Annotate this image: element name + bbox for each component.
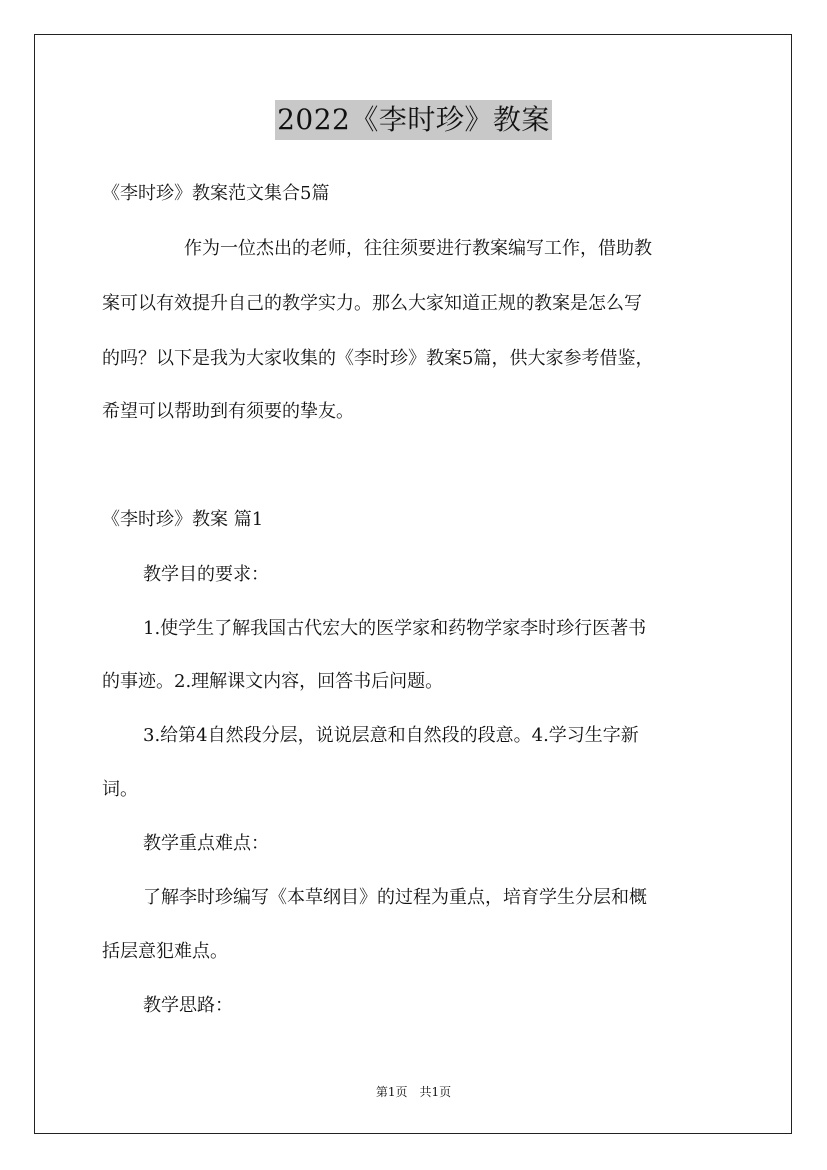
section-heading: 《李时珍》教案 篇1 bbox=[102, 509, 264, 530]
body-line-9: 教学思路： bbox=[143, 995, 233, 1016]
body-line-4: 3.给第4自然段分层，说说层意和自然段的段意。4.学习生字新 bbox=[143, 725, 639, 746]
intro-line-3: 的吗？以下是我为大家收集的《李时珍》教案5篇，供大家参考借鉴， bbox=[102, 348, 654, 369]
body-line-8: 括层意犯难点。 bbox=[102, 941, 228, 962]
document-subtitle: 《李时珍》教案范文集合5篇 bbox=[102, 183, 330, 204]
body-line-5: 词。 bbox=[102, 779, 138, 800]
intro-line-2: 案可以有效提升自己的教学实力。那么大家知道正规的教案是怎么写 bbox=[102, 293, 642, 314]
body-line-2: 1.使学生了解我国古代宏大的医学家和药物学家李时珍行医著书 bbox=[143, 618, 647, 639]
title-container bbox=[0, 100, 827, 140]
page-number-label: 第1页 共1页 bbox=[375, 1085, 452, 1099]
page-footer bbox=[0, 1084, 827, 1100]
intro-line-1: 作为一位杰出的老师，往往须要进行教案编写工作，借助教 bbox=[184, 238, 652, 259]
body-line-3: 的事迹。2.理解课文内容，回答书后问题。 bbox=[102, 671, 444, 692]
intro-line-4: 希望可以帮助到有须要的挚友。 bbox=[102, 401, 354, 422]
document-title: 2022《李时珍》教案 bbox=[275, 100, 552, 140]
body-line-7: 了解李时珍编写《本草纲目》的过程为重点，培育学生分层和概 bbox=[143, 887, 647, 908]
body-line-6: 教学重点难点： bbox=[143, 833, 269, 854]
body-line-1: 教学目的要求： bbox=[143, 564, 269, 585]
